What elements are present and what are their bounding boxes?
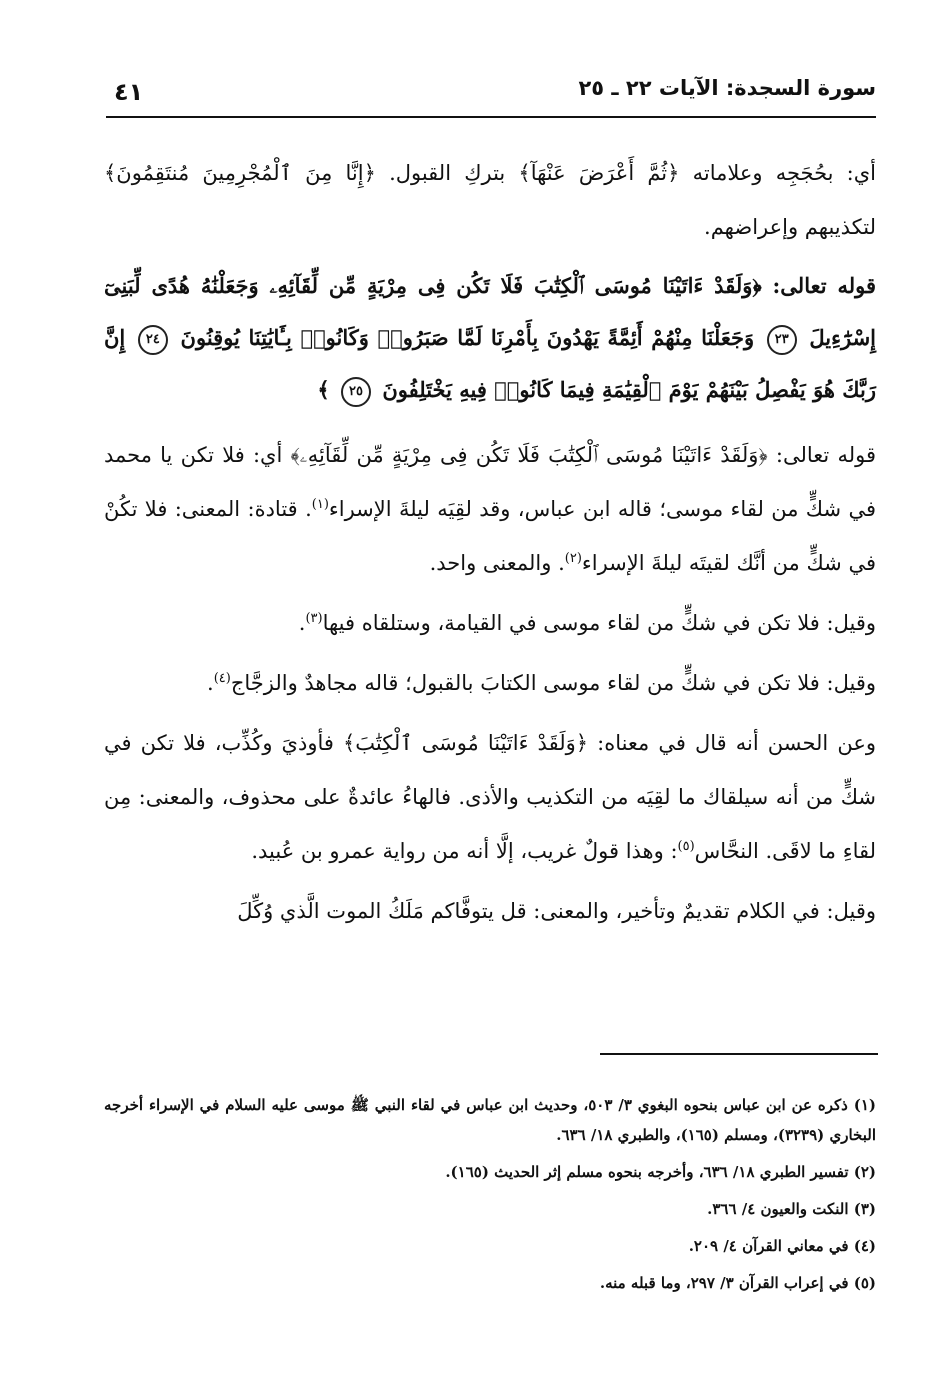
main-text (104, 146, 876, 944)
footnote-ref: (٤) (213, 671, 231, 686)
footnote-4: (٤) في معاني القرآن ٤/ ٢٠٩. (688, 1237, 876, 1255)
footnote-ref: (١) (311, 497, 329, 512)
footnote-ref: (٣) (305, 611, 323, 626)
footnote-ref: (٥) (677, 839, 695, 854)
paragraph-4-text: وقيل: فلا تكن في شكٍّ من لقاء موسى الكتابَ بالقبول؛ قاله مجاهدٌ والزجَّاج (230, 671, 876, 695)
verse-number-marker: ٢٣ (767, 325, 797, 355)
verse-text-1: ﴿وَلَقَدْ ءَاتَيْنَا مُوسَى ٱلْكِتَٰبَ فَلَا تَكُن فِى مِرْيَةٍ مِّن لِّقَآئِهِۦ وَجَعَلْنَٰهُ هُدًى لِّبَنِىٓ إِسْرَٰٓءِيلَ (104, 273, 877, 350)
footnote-ref: (٢) (564, 551, 582, 566)
footnote-3: (٣) النكت والعيون ٤/ ٣٦٦. (707, 1200, 876, 1218)
verse-text-2: وَجَعَلْنَا مِنْهُمْ أَئِمَّةً يَهْدُونَ بِأَمْرِنَا لَمَّا صَبَرُوا۟ وَكَانُوا۟ بِـَٔايَٰتِنَا يُوقِنُونَ (180, 325, 755, 350)
paragraph-3 (104, 596, 876, 650)
verse-number-marker: ٢٥ (341, 377, 371, 407)
paragraph-5-text: وعن الحسن أنه قال في معناه: ﴿وَلَقَدْ ءَاتَيْنَا مُوسَى ٱلْكِتَٰبَ﴾ فأوذيَ وكُذِّب، فلا تكن في شكٍّ من أنه سيلقاك ما لقِيَه من التكذيب والأذى. فالهاءُ عائدةٌ على محذوف، والمعنى: مِن لقاءِ ما لاقَى. النحَّاس (104, 731, 876, 863)
paragraph-3-text: وقيل: فلا تكن في شكٍّ من لقاء موسى في القيامة، وستلقاه فيها (322, 611, 876, 635)
verse-text-3: إِنَّ رَبَّكَ هُوَ يَفْصِلُ بَيْنَهُمْ يَوْمَ ٱلْقِيَٰمَةِ فِيمَا كَانُوا۟ فِيهِ يَخْتَلِفُونَ (104, 325, 876, 402)
verse-number-marker: ٢٤ (138, 325, 168, 355)
paragraph-3-end: . (298, 611, 306, 635)
running-header (106, 70, 876, 118)
paragraph-6: وقيل: في الكلام تقديمٌ وتأخير، والمعنى: قل يتوفَّاكم مَلَكُ الموت الَّذي وُكِّلَ (237, 899, 876, 923)
paragraph-4-end: . (207, 671, 214, 695)
footnote-2: (٢) تفسير الطبري ١٨/ ٦٣٦، وأخرجه بنحوه مسلم إثر الحديث (١٦٥). (445, 1163, 876, 1181)
page-number: ٤١ (114, 78, 144, 106)
verse-close-bracket: ﴾ (317, 377, 330, 402)
footnote-1: (١) ذكره عن ابن عباس بنحوه البغوي ٣/ ٥٠٣، وحديث ابن عباس في لقاء النبي ﷺ موسى عليه السلام في الإسراء أخرجه البخاري (٣٢٣٩)، ومسلم (١٦٥)، والطبري ١٨/ ٦٣٦. (104, 1096, 877, 1144)
paragraph-4 (104, 656, 876, 710)
paragraph-1: أي: بحُجَجِه وعلاماته ﴿ثُمَّ أَعْرَضَ عَنْهَآ﴾ بتركِ القبول. ﴿إِنَّا مِنَ ٱلْمُجْرِمِينَ مُنتَقِمُونَ﴾ لتكذيبهم وإعراضهم. (104, 161, 876, 239)
paragraph-2-text: قوله تعالى: ﴿وَلَقَدْ ءَاتَيْنَا مُوسَى ٱلْكِتَٰبَ فَلَا تَكُن فِى مِرْيَةٍ مِّن لِّقَآئِهِۦ﴾ أي: فلا تكن يا محمد في شكٍّ من لقاء موسى؛ قاله ابن عباس، وقد لقِيَه ليلةَ الإسراء (104, 443, 877, 521)
paragraph-2-text-b: . قتادة: المعنى: فلا تكُنْ في شكٍّ من أنَّك لقيتَه ليلةَ الإسراء (104, 497, 876, 575)
paragraph-2-text-c: . والمعنى واحد. (429, 551, 565, 575)
paragraph-5-end: : وهذا قولٌ غريب، إلَّا أنه من رواية عمرو بن عُبيد. (251, 839, 678, 863)
paragraph-5 (104, 716, 876, 878)
paragraph-2 (104, 428, 876, 590)
verse-intro: قوله تعالى: (772, 273, 876, 298)
footnote-5: (٥) في إعراب القرآن ٣/ ٢٩٧، وما قبله منه. (599, 1274, 876, 1292)
header-title: سورة السجدة: الآيات ٢٢ ـ ٢٥ (578, 76, 876, 100)
verse-block (104, 260, 876, 416)
footnotes (104, 1090, 876, 1305)
